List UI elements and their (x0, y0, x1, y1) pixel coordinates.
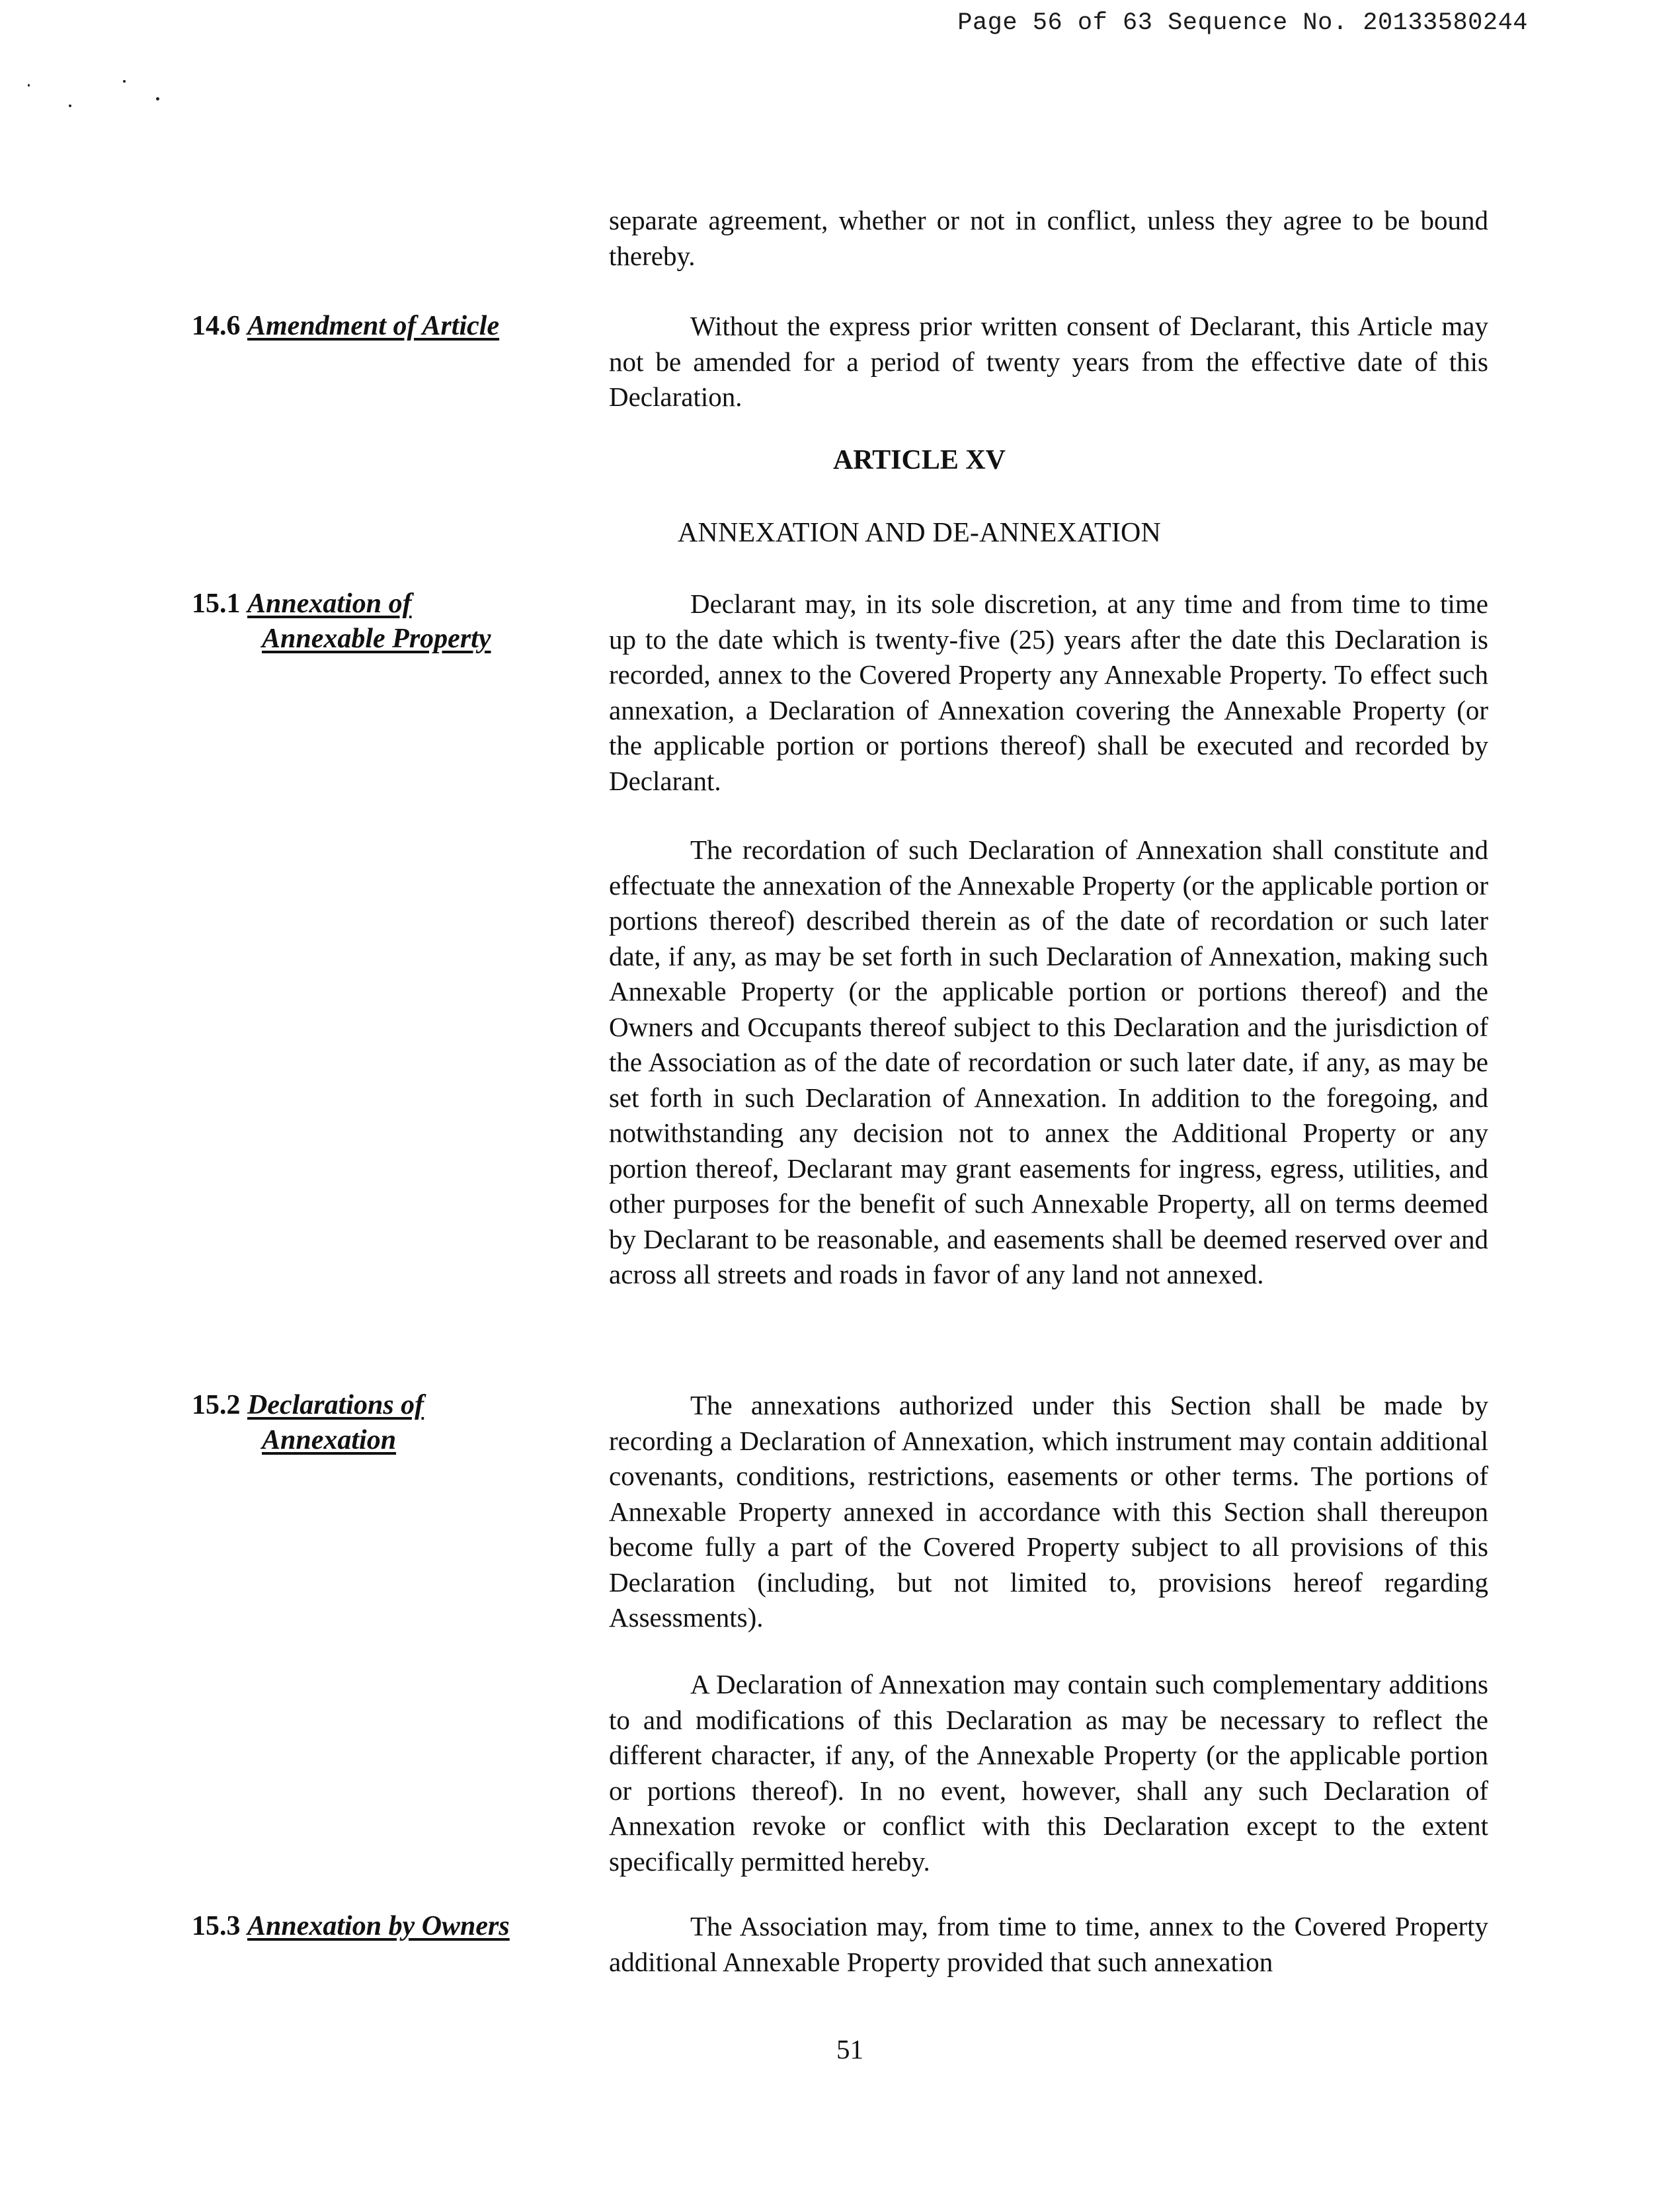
section-14-6-paragraph: Without the express prior written consent of Declarant, this Article may not be amended for a period of twenty years from the effective date of this Declaration. (609, 311, 1488, 412)
section-15-1-paragraph-1: Declarant may, in its sole discretion, at any time and from time to time up to the date which is twenty-five (25) years after the date this Declaration is recorded, annex to the Covered Property any Annexable Property. To effect such annexation, a Declaration of Annexation covering the Annexable Property (or the applicable portion or portions thereof) shall be executed and recorded by Declarant. (609, 589, 1488, 796)
section-15-2-paragraph-1: The annexations authorized under this Section shall be made by recording a Declaration of Annexation, which instrument may contain additional covenants, conditions, restrictions, easements or other terms. The portions of Annexable Property annexed in accordance with this Section shall thereupon become fully a part of the Covered Property subject to all provisions of this Declaration (including, but not limited to, provisions hereof regarding Assessments). (609, 1390, 1488, 1633)
section-number: 14.6 (192, 311, 241, 341)
section-title-line2: Annexation (262, 1425, 397, 1455)
section-number: 15.1 (192, 589, 241, 619)
section-title-line1: Declarations of (247, 1390, 424, 1420)
section-15-3-heading (192, 1909, 510, 1944)
page-header: Page 56 of 63 Sequence No. 20133580244 (957, 9, 1528, 37)
section-number: 15.3 (192, 1911, 241, 1941)
article-subheading: ANNEXATION AND DE-ANNEXATION (677, 518, 1162, 548)
continuation-paragraph: separate agreement, whether or not in conflict, unless they agree to be bound thereby. (609, 205, 1488, 271)
section-15-2-paragraph-2: A Declaration of Annexation may contain such complementary additions to and modifications of this Declaration as may be necessary to reflect the different character, if any, of the Annexable Property (or the applicable portion or portions thereof). In no event, however, shall any such Declaration of Annexation revoke or conflict with this Declaration except to the extent specifically permitted hereby. (609, 1669, 1488, 1877)
section-title: Amendment of Article (247, 311, 500, 341)
section-14-6-heading (192, 309, 499, 344)
section-number: 15.2 (192, 1390, 241, 1420)
section-15-2-heading (192, 1388, 424, 1458)
page-number: 51 (836, 2034, 863, 2064)
section-title-line1: Annexation of (247, 589, 412, 619)
section-title-line2: Annexable Property (262, 624, 491, 654)
article-heading: ARTICLE XV (832, 445, 1006, 475)
section-15-3-paragraph: The Association may, from time to time, annex to the Covered Property additional Annexable Property provided that such annexation (609, 1911, 1488, 1977)
section-title: Annexation by Owners (247, 1911, 510, 1941)
section-15-1-paragraph-2: The recordation of such Declaration of Annexation shall constitute and effectuate the annexation of the Annexable Property (or the applicable portion or portions thereof) described therein as of the date of recordation or such later date, if any, as may be set forth in such Declaration of Annexation, making such Annexable Property (or the applicable portion or portions thereof) and the Owners and Occupants thereof subject to this Declaration and the jurisdiction of the Association as of the date of recordation or such later date, if any, as may be set forth in such Declaration of Annexation. In addition to the foregoing, and notwithstanding any decision not to annex the Additional Property or any portion thereof, Declarant may grant easements for ingress, egress, utilities, and other purposes for the benefit of such Annexable Property, all on terms deemed by Declarant to be reasonable, and easements shall be deemed reserved over and across all streets and roads in favor of any land not annexed. (609, 834, 1488, 1289)
section-15-1-heading (192, 587, 491, 657)
